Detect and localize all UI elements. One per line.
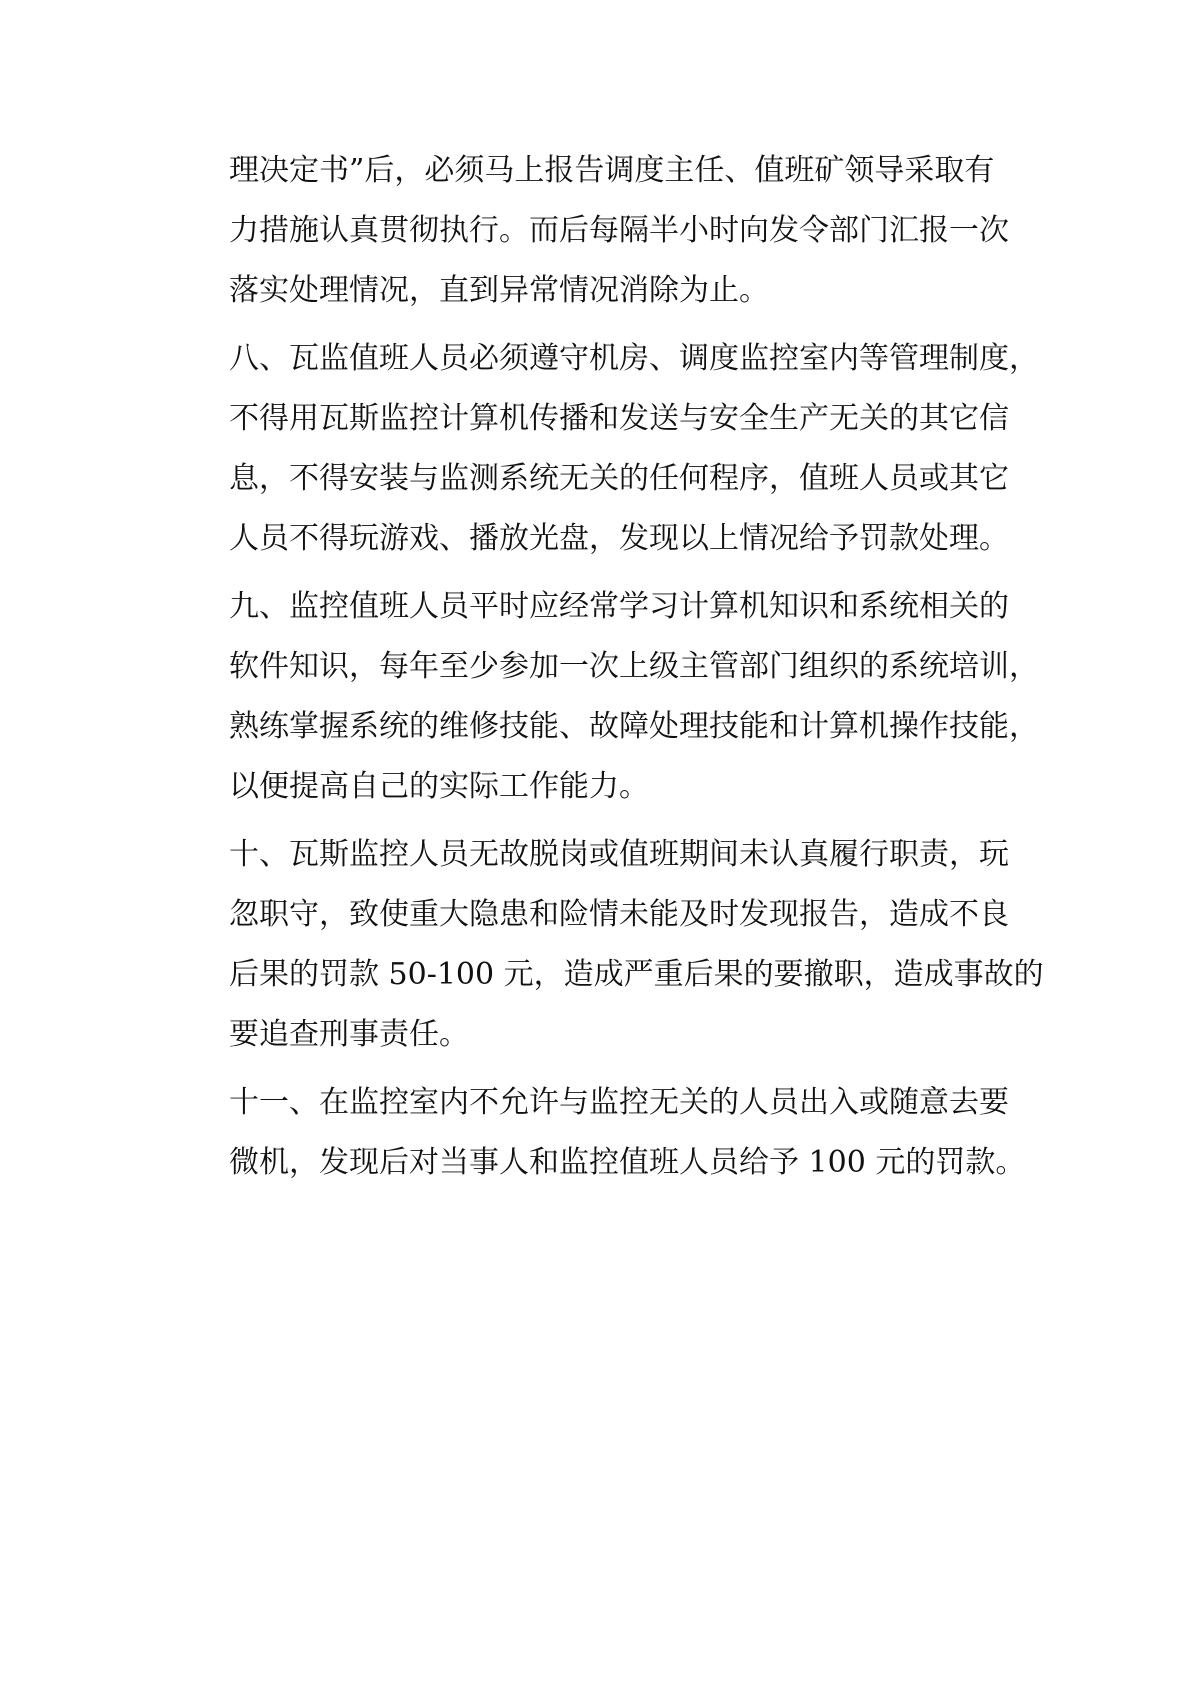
text-line: 不得用瓦斯监控计算机传播和发送与安全生产无关的其它信 (229, 401, 1009, 436)
paragraph-spacer (229, 817, 979, 825)
text-line: 人员不得玩游戏、播放光盘，发现以上情况给予罚款处理。 (229, 521, 1009, 556)
text-line: 微机，发现后对当事人和监控值班人员给予 100 元的罚款。 (229, 1145, 1026, 1180)
paragraph-spacer (229, 569, 979, 577)
text-line: 忽职守，致使重大隐患和险情未能及时发现报告，造成不良 (229, 897, 1009, 932)
text-line: 软件知识，每年至少参加一次上级主管部门组织的系统培训， (229, 649, 1039, 684)
text-line: 以便提高自己的实际工作能力。 (229, 769, 649, 804)
paragraph-spacer (229, 1065, 979, 1073)
paragraph-spacer (229, 321, 979, 329)
paragraph-continuation (229, 141, 1009, 321)
text-line: 理决定书”后，必须马上报告调度主任、值班矿领导采取有 (229, 153, 995, 188)
text-line: 九、监控值班人员平时应经常学习计算机知识和系统相关的 (229, 589, 1009, 624)
text-line: 息，不得安装与监测系统无关的任何程序，值班人员或其它 (229, 461, 1009, 496)
paragraph-item-11 (229, 1073, 1026, 1193)
text-line: 力措施认真贯彻执行。而后每隔半小时向发令部门汇报一次 (229, 213, 1009, 248)
paragraph-item-10 (229, 825, 1044, 1065)
text-line: 要追查刑事责任。 (229, 1017, 469, 1052)
text-line: 后果的罚款 50-100 元，造成严重后果的要撤职，造成事故的 (229, 957, 1044, 992)
paragraph-item-9 (229, 577, 1039, 817)
text-line: 十一、在监控室内不允许与监控无关的人员出入或随意去要 (229, 1085, 1009, 1120)
text-line: 落实处理情况，直到异常情况消除为止。 (229, 273, 769, 308)
text-line: 八、瓦监值班人员必须遵守机房、调度监控室内等管理制度， (229, 341, 1039, 376)
paragraph-item-8 (229, 329, 1039, 569)
text-line: 十、瓦斯监控人员无故脱岗或值班期间未认真履行职责，玩 (229, 837, 1009, 872)
text-line: 熟练掌握系统的维修技能、故障处理技能和计算机操作技能， (229, 709, 1039, 744)
document-body (229, 141, 1044, 1193)
